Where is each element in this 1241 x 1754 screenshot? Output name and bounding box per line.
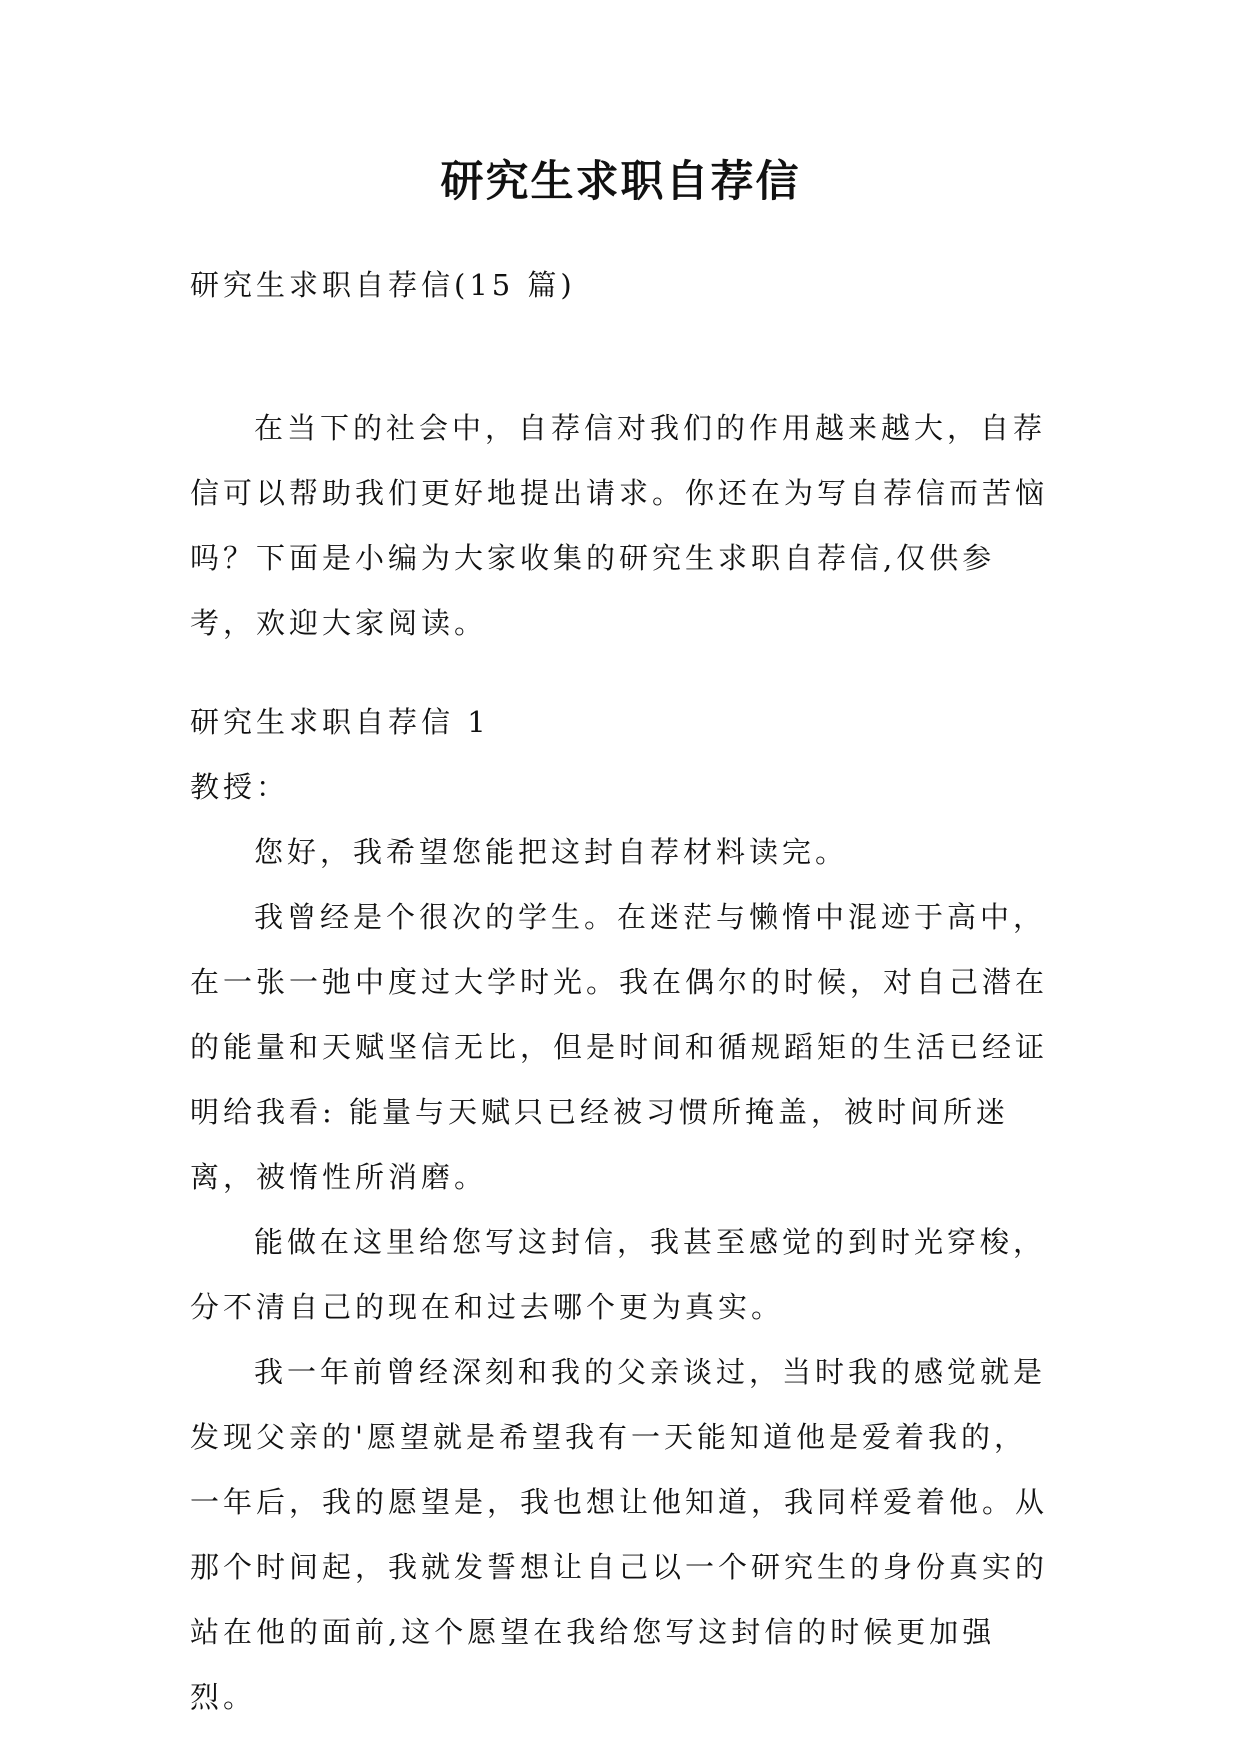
body-paragraph: 能做在这里给您写这封信，我甚至感觉的到时光穿梭，分不清自己的现在和过去哪个更为真实。 (190, 1225, 1047, 1324)
intro-paragraph: 在当下的社会中，自荐信对我们的作用越来越大，自荐信可以帮助我们更好地提出请求。你还在为写自荐信而苦恼吗？下面是小编为大家收集的研究生求职自荐信,仅供参考，欢迎大家阅读。 (190, 411, 1049, 640)
letter-body (190, 820, 1050, 1730)
salutation: 教授： (190, 770, 290, 804)
body-paragraph: 您好，我希望您能把这封自荐材料读完。 (254, 835, 849, 869)
body-paragraph: 我曾经是个很次的学生。在迷茫与懒惰中混迹于高中，在一张一弛中度过大学时光。我在偶尔的时候，对自己潜在的能量和天赋坚信无比，但是时间和循规蹈矩的生活已经证明给我看: 能量与天赋只已经被习惯所掩盖，被时间所迷离，被惰性所消磨。 (190, 900, 1049, 1194)
document-title: 研究生求职自荐信 (440, 157, 801, 207)
body-paragraph: 我一年前曾经深刻和我的父亲谈过，当时我的感觉就是发现父亲的'愿望就是希望我有一天能知道他是爱着我的，一年后，我的愿望是，我也想让他知道，我同样爱着他。从那个时间起，我就发誓想让自己以一个研究生的身份真实的站在他的面前,这个愿望在我给您写这封信的时候更加强烈。 (190, 1355, 1049, 1714)
section-heading: 研究生求职自荐信 1 (190, 705, 490, 739)
document-subtitle: 研究生求职自荐信(15 篇) (190, 268, 576, 302)
